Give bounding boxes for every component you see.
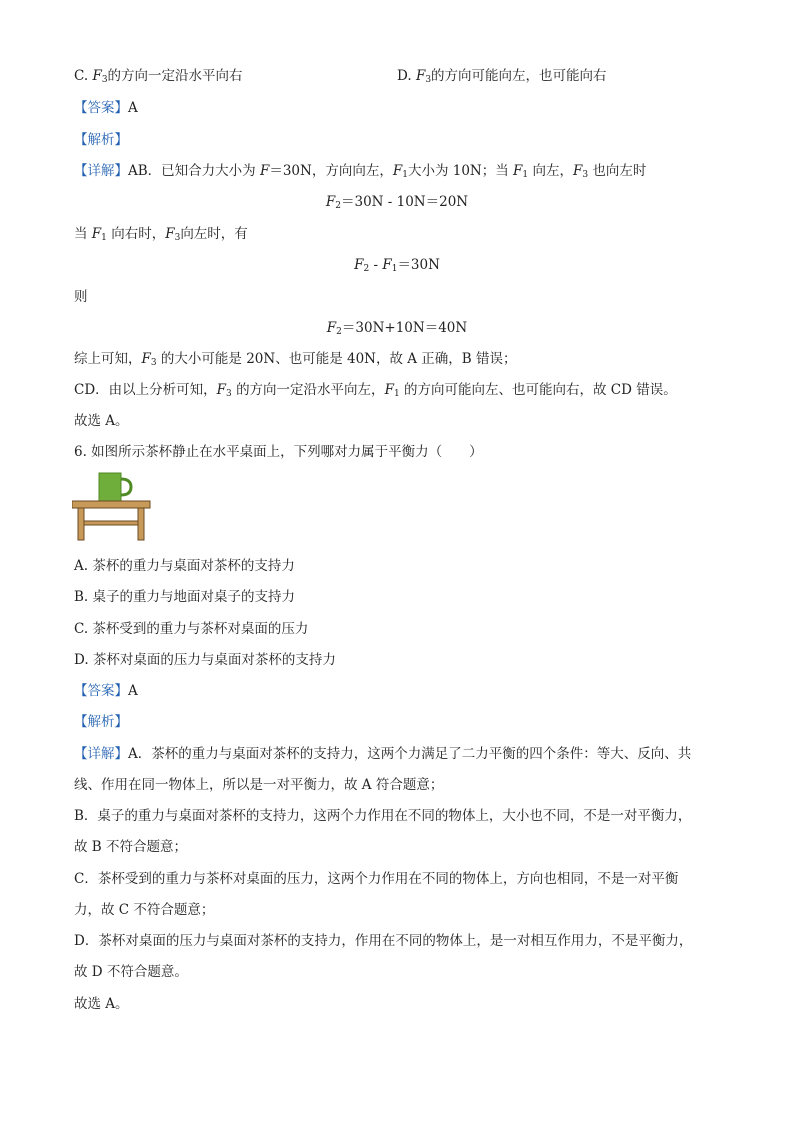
table-leg-left [78,508,84,540]
question-6-stem: 6. 如图所示茶杯静止在水平桌面上，下列哪对力属于平衡力（ ） [74,444,483,460]
table-leg-right [138,508,144,540]
teacup-handle [121,479,131,495]
conclusion: 故选 A。 [74,413,129,429]
q6-option-a: A. 茶杯的重力与桌面对茶杯的支持力 [74,558,295,574]
table-crossbar [84,521,138,525]
q6-answer-line: 【答案】A [74,683,138,699]
detail-line-2: 当 $F_1$ 向右时，$F_3$向左时，有 [74,226,248,243]
q6-option-d: D. 茶杯对桌面的压力与桌面对茶杯的支持力 [74,652,336,668]
option-d: D. $F_3$的方向可能向左，也可能向右 [397,68,607,85]
teacup [99,473,121,501]
q6-conclusion: 故选 A。 [74,996,129,1012]
table-top [72,501,150,508]
q6-detail-2: 线、作用在同一物体上，所以是一对平衡力，故 A 符合题意； [74,777,444,793]
detail-line-4: 综上可知，$F_3$ 的大小可能是 20N、也可能是 40N，故 A 正确，B 错误； [74,351,517,368]
option-c: C. $F_3$的方向一定沿水平向右 [74,68,243,85]
q6-detail-1: 【详解】A．茶杯的重力与桌面对茶杯的支持力，这两个力满足了二力平衡的四个条件：等大、反向、共 [74,746,692,762]
teacup-on-table-figure [72,471,152,541]
q6-detail-7: D．茶杯对桌面的压力与桌面对茶杯的支持力，作用在不同的物体上，是一对相互作用力，不是平衡力， [74,933,693,949]
equation-2: $F_2 - F_1=30N$ [354,257,440,274]
analysis-heading: 【解析】 [74,132,128,148]
detail-line-3: 则 [74,289,88,305]
q6-option-b: B. 桌子的重力与地面对桌子的支持力 [74,589,296,605]
q6-detail-5: C．茶杯受到的重力与茶杯对桌面的压力，这两个力作用在不同的物体上，方向也相同，不是一对平衡 [74,871,679,887]
q6-detail-8: 故 D 不符合题意。 [74,964,188,980]
detail-line-1: 【详解】AB．已知合力大小为 F＝30N，方向向左，$F_1$大小为 10N；当 $F_1$ 向左，$F_3$ 也向左时 [74,163,647,180]
detail-line-5: CD．由以上分析可知，$F_3$ 的方向一定沿水平向左，$F_1$ 的方向可能向左、也可能向右，故 CD 错误。 [74,382,677,399]
q6-detail-4: 故 B 不符合题意； [74,839,188,855]
q6-option-c: C. 茶杯受到的重力与茶杯对桌面的压力 [74,621,309,637]
q6-analysis-heading: 【解析】 [74,714,128,730]
q6-detail-6: 力，故 C 不符合题意； [74,902,215,918]
equation-1: $F_2=30N - 10N=20N$ [325,194,469,211]
equation-3: $F_2=30N+10N=40N$ [326,320,468,337]
answer-line: 【答案】A [74,100,138,116]
q6-detail-3: B．桌子的重力与桌面对茶杯的支持力，这两个力作用在不同的物体上，大小也不同，不是一对平衡力， [74,808,692,824]
